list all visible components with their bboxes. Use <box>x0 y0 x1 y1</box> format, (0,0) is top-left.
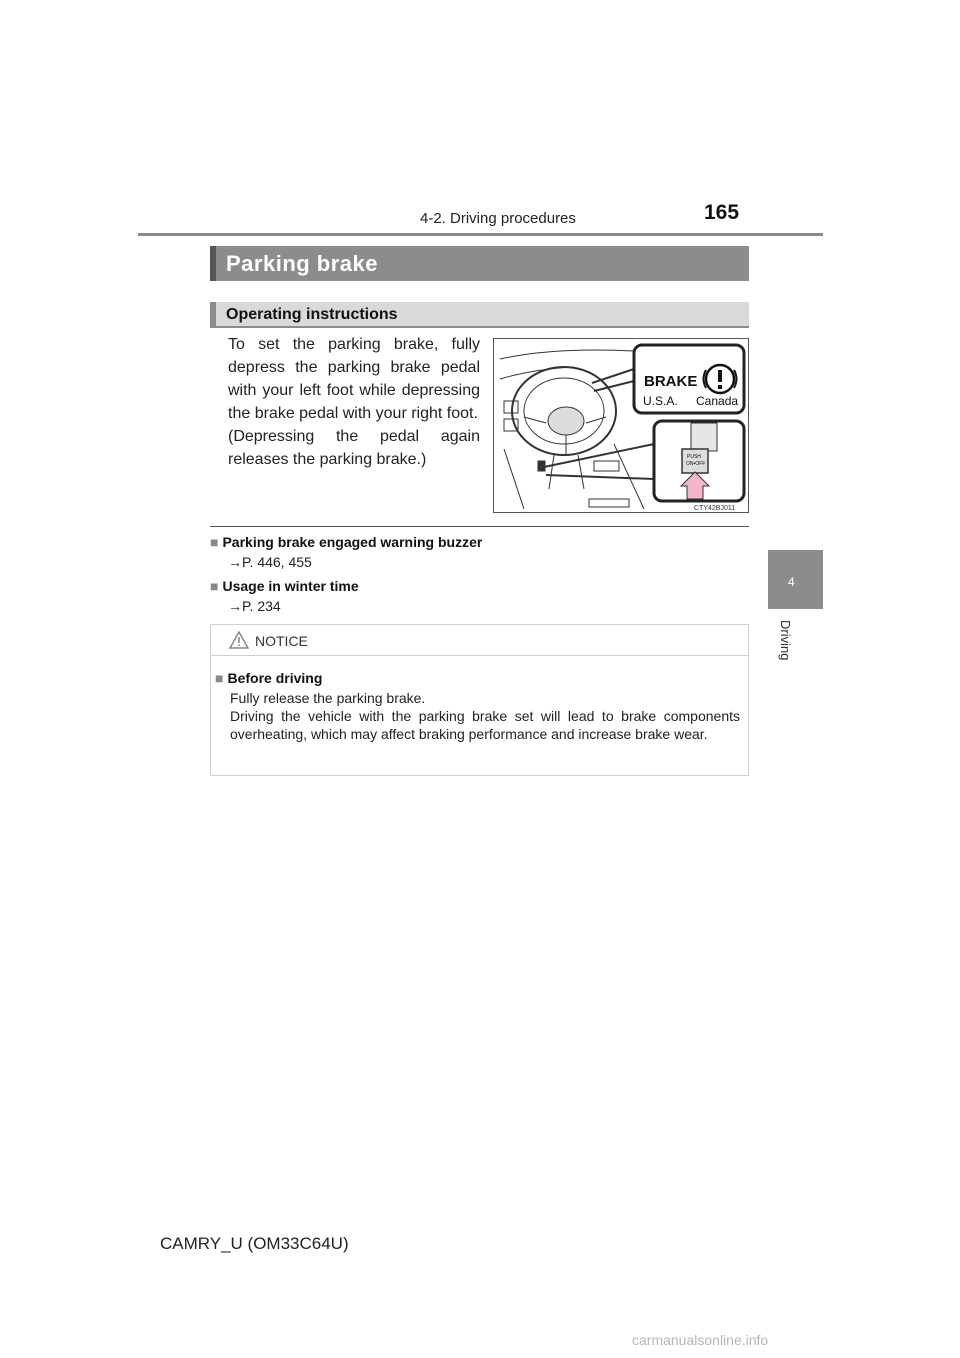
notice-body <box>230 689 740 743</box>
running-header-section: 4-2. Driving procedures <box>420 210 576 227</box>
section-divider <box>210 526 749 527</box>
region-label-canada: Canada <box>696 394 739 408</box>
square-bullet-icon: ■ <box>215 670 224 686</box>
brake-label: BRAKE <box>644 373 698 390</box>
figure-code: CTY42BJ011 <box>694 505 736 512</box>
pedal-push-text: PUSH <box>687 454 701 460</box>
note-item <box>210 578 359 614</box>
chapter-tab-label: Driving <box>778 620 793 661</box>
note-heading: Usage in winter time <box>222 578 359 594</box>
chapter-tab <box>768 550 823 609</box>
note-item <box>210 534 482 570</box>
section-title: Parking brake <box>226 251 379 276</box>
parking-brake-illustration <box>493 338 749 513</box>
instructions-text <box>228 333 480 471</box>
notice-heading: Before driving <box>227 670 323 686</box>
page-number: 165 <box>704 201 740 224</box>
square-bullet-icon: ■ <box>210 578 219 594</box>
instructions-paragraph: To set the parking brake, fully depress the parking brake pedal with your left foot while depressing the brake pedal with your right foot. <box>228 336 480 422</box>
chapter-tab-number: 4 <box>788 575 795 589</box>
region-label-usa: U.S.A. <box>643 394 678 408</box>
subheading-bar <box>210 302 749 328</box>
subheading: Operating instructions <box>226 306 398 323</box>
notice-body-line: Fully release the parking brake. <box>230 690 426 706</box>
page-reference: →P. 446, 455 <box>228 554 312 570</box>
caution-triangle-icon <box>229 631 249 649</box>
section-title-bar <box>210 246 749 281</box>
page-reference: →P. 234 <box>228 598 281 614</box>
header-rule <box>138 233 823 236</box>
notice-box <box>210 624 749 776</box>
footer-model-code: CAMRY_U (OM33C64U) <box>160 1234 349 1253</box>
pedal-onoff-text: ON•OFF <box>686 461 706 467</box>
watermark: carmanualsonline.info <box>632 1332 769 1348</box>
instructions-paragraph-release: (Depressing the pedal again releases the parking brake.) <box>228 428 480 468</box>
notice-title: NOTICE <box>255 633 308 649</box>
notice-body-line: Driving the vehicle with the parking brake set will lead to brake components overheating, which may affect braking performance and increase brake wear. <box>230 708 740 742</box>
note-heading: Parking brake engaged warning buzzer <box>222 534 483 550</box>
notice-header-rule <box>211 655 748 656</box>
square-bullet-icon: ■ <box>210 534 219 550</box>
